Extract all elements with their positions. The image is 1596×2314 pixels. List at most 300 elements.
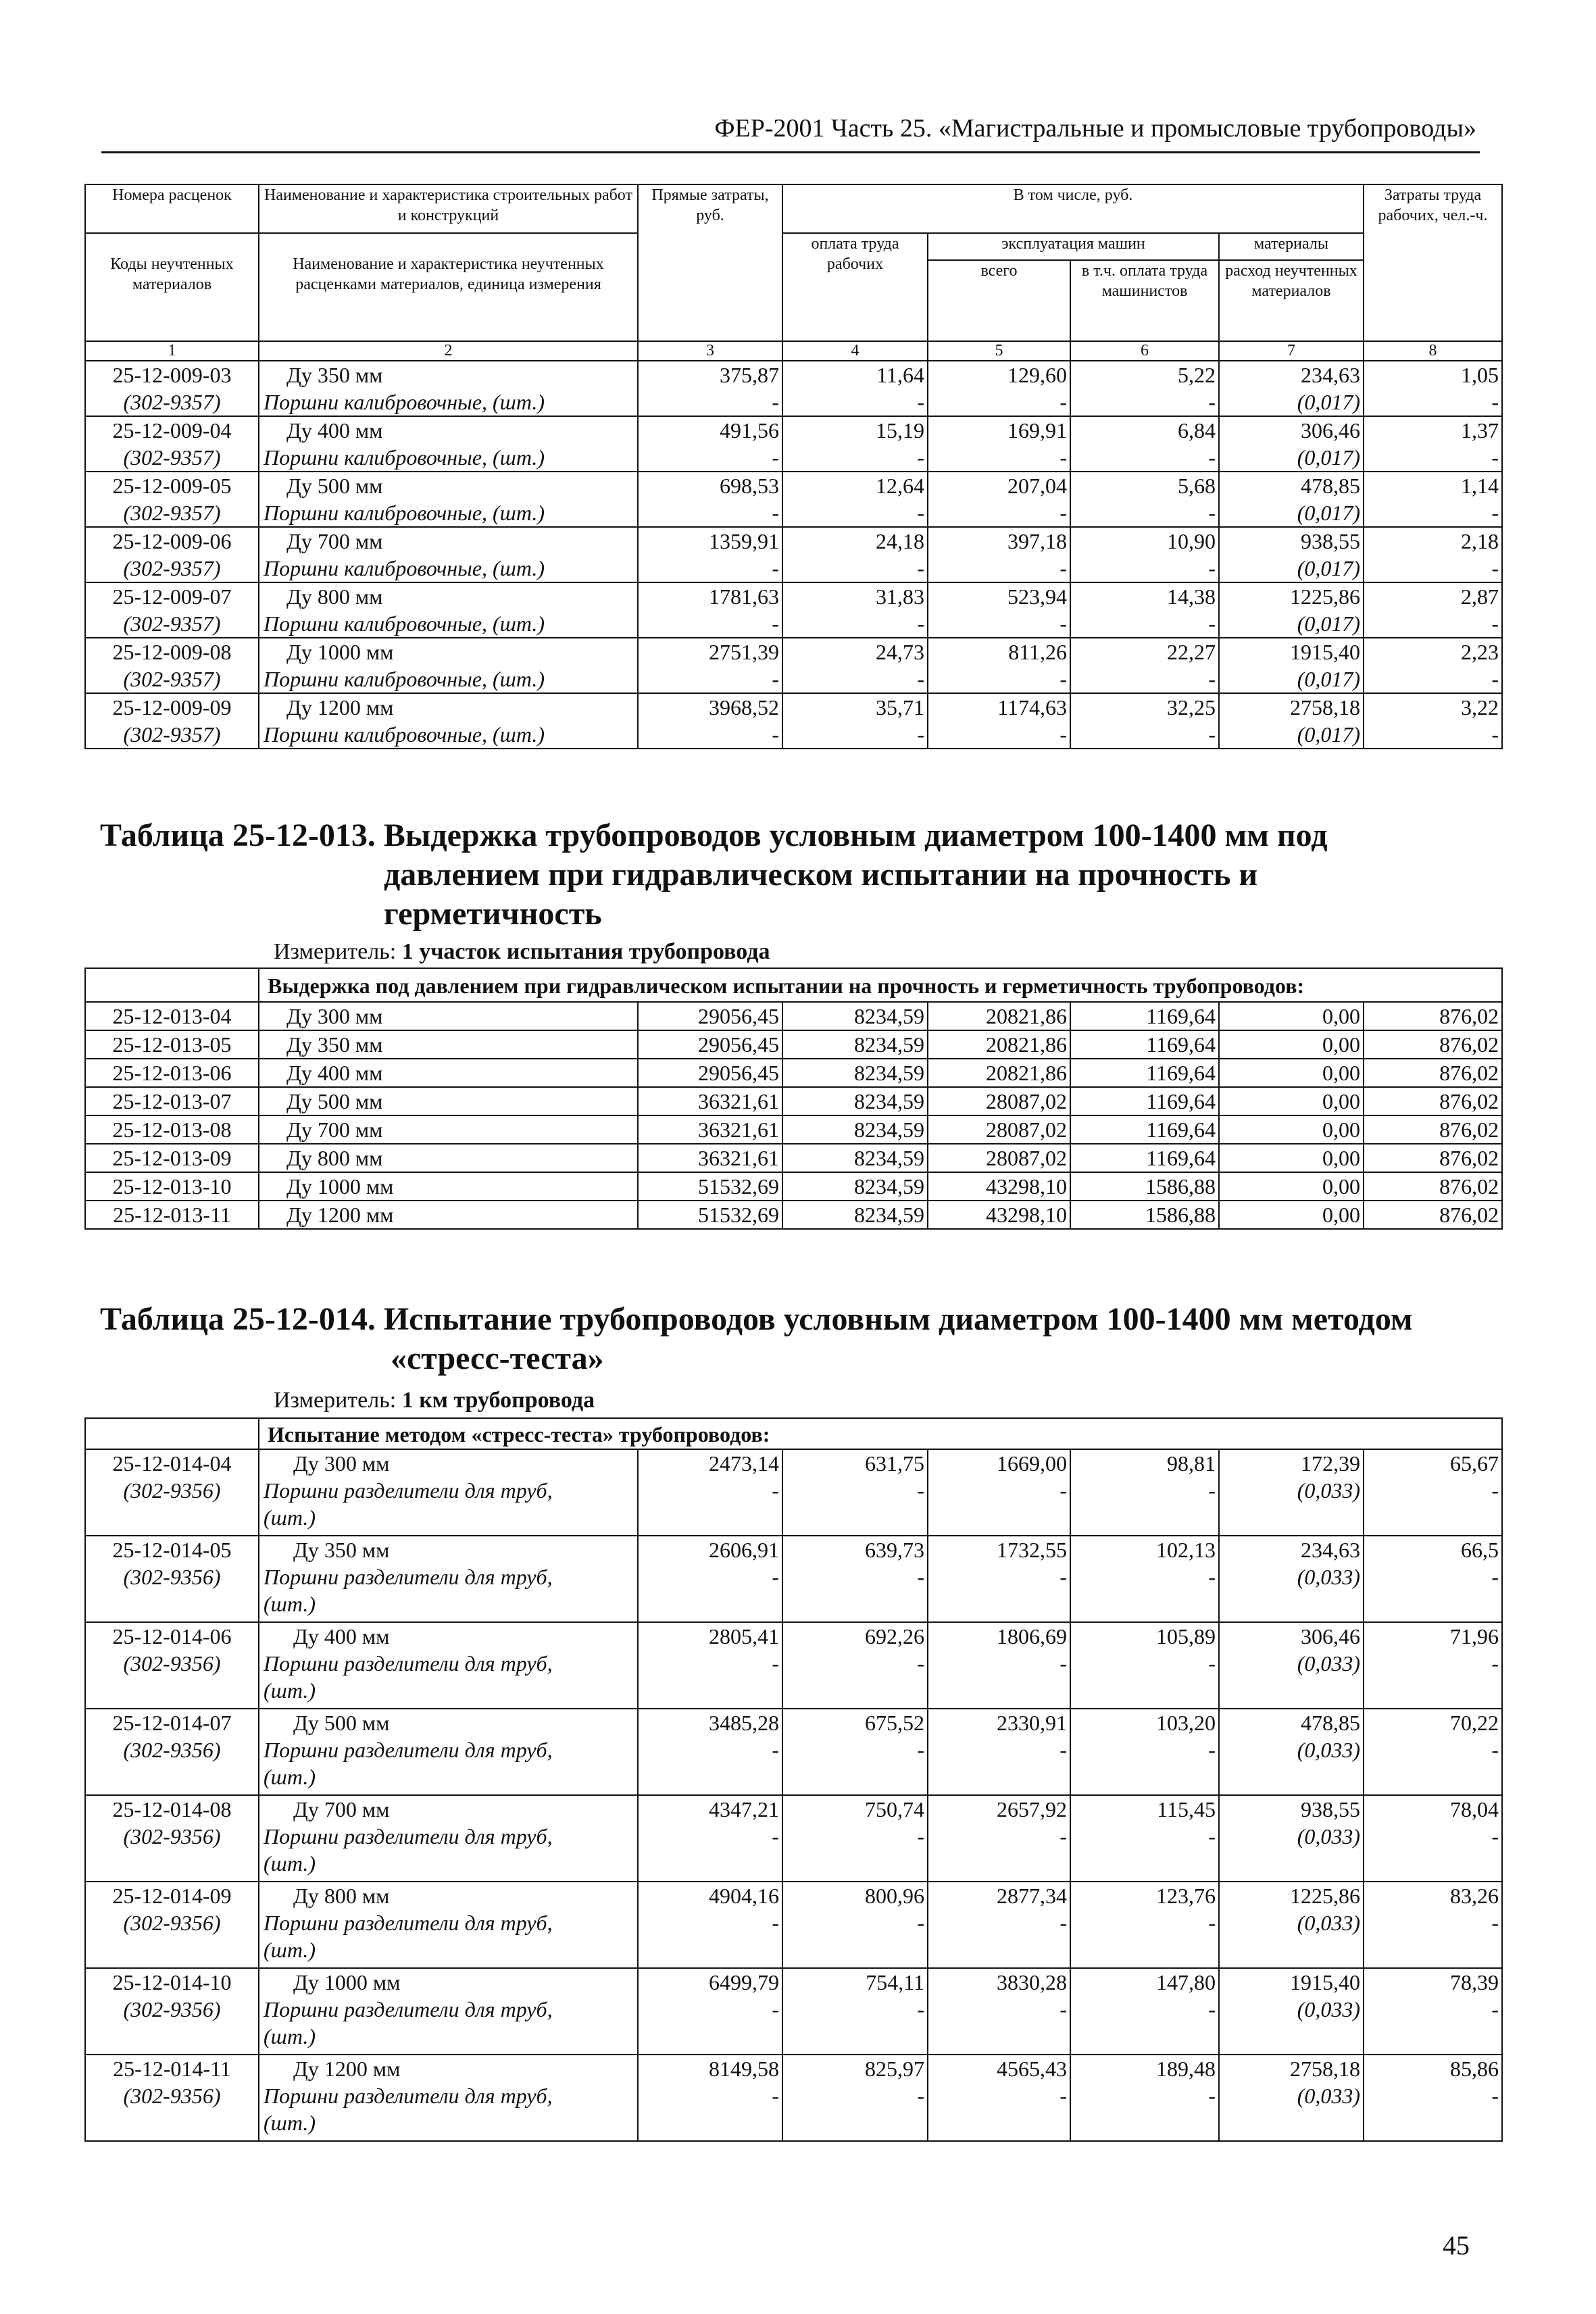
machines-cost-cell: 397,18	[928, 527, 1070, 555]
table-row	[85, 1002, 1502, 1030]
material-row	[85, 1823, 1502, 1882]
material-name-cell: Поршни разделители для труб, (шт.)	[259, 1996, 638, 2055]
worker-wages-cell: 8234,59	[782, 1059, 928, 1087]
material-row	[85, 1477, 1502, 1536]
material-qty-cell: (0,033)	[1219, 1909, 1364, 1968]
dash-cell: -	[1070, 444, 1219, 472]
dash-cell: -	[928, 555, 1070, 582]
operator-wages-cell: 22,27	[1070, 638, 1219, 665]
dash-cell: -	[782, 665, 928, 693]
material-qty-cell: (0,033)	[1219, 1563, 1364, 1622]
dash-cell: -	[928, 388, 1070, 416]
table-row	[85, 416, 1502, 444]
operator-wages-cell: 6,84	[1070, 416, 1219, 444]
operator-wages-cell: 1169,64	[1070, 1144, 1219, 1172]
dash-cell: -	[1070, 1477, 1219, 1536]
column-number: 4	[782, 341, 928, 361]
dash-cell: -	[638, 1996, 782, 2055]
dash-cell: -	[638, 665, 782, 693]
material-code-cell: (302-9356)	[85, 1909, 259, 1968]
column-number: 7	[1219, 341, 1364, 361]
subheader-spacer	[85, 1418, 259, 1449]
header-worker-wages: оплата труда рабочих	[782, 233, 928, 341]
material-row	[85, 610, 1502, 638]
dash-cell: -	[1070, 665, 1219, 693]
worker-wages-cell: 825,97	[782, 2055, 928, 2082]
material-code-cell: (302-9357)	[85, 721, 259, 749]
header-material-codes-label: Коды неучтенных материалов	[110, 255, 234, 293]
material-qty-cell: (0,017)	[1219, 499, 1364, 527]
machines-cost-cell: 169,91	[928, 416, 1070, 444]
direct-costs-cell: 1359,91	[638, 527, 782, 555]
operator-wages-cell: 115,45	[1070, 1795, 1219, 1823]
rate-code-cell: 25-12-014-06	[85, 1622, 259, 1650]
work-name-cell: Ду 400 мм	[259, 1059, 638, 1087]
material-row	[85, 388, 1502, 416]
work-name-cell: Ду 400 мм	[259, 1622, 638, 1650]
rate-code-cell: 25-12-013-09	[85, 1144, 259, 1172]
material-code-cell: (302-9356)	[85, 1736, 259, 1795]
rate-code-cell: 25-12-009-08	[85, 638, 259, 665]
dash-cell: -	[638, 444, 782, 472]
header-rule	[101, 151, 1480, 153]
labor-cost-cell: 78,39	[1364, 1968, 1502, 1996]
labor-cost-cell: 83,26	[1364, 1882, 1502, 1909]
material-name-cell: Поршни калибровочные, (шт.)	[259, 665, 638, 693]
direct-costs-cell: 51532,69	[638, 1172, 782, 1201]
rate-code-cell: 25-12-009-04	[85, 416, 259, 444]
work-name-cell: Ду 300 мм	[259, 1002, 638, 1030]
worker-wages-cell: 35,71	[782, 693, 928, 721]
dash-cell: -	[782, 1650, 928, 1709]
materials-cost-cell: 1225,86	[1219, 1882, 1364, 1909]
material-qty-cell: (0,017)	[1219, 444, 1364, 472]
operator-wages-cell: 98,81	[1070, 1449, 1219, 1477]
materials-cost-cell: 0,00	[1219, 1059, 1364, 1087]
labor-cost-cell: 1,14	[1364, 472, 1502, 499]
operator-wages-cell: 103,20	[1070, 1709, 1219, 1736]
material-row	[85, 1563, 1502, 1622]
dash-cell: -	[1364, 555, 1502, 582]
dash-cell: -	[638, 721, 782, 749]
work-name-cell: Ду 1200 мм	[259, 693, 638, 721]
table-row	[85, 1144, 1502, 1172]
dash-cell: -	[782, 499, 928, 527]
labor-cost-cell: 2,18	[1364, 527, 1502, 555]
material-code-cell: (302-9356)	[85, 1650, 259, 1709]
dash-cell: -	[1070, 1650, 1219, 1709]
material-name-cell: Поршни разделители для труб, (шт.)	[259, 1909, 638, 1968]
dash-cell: -	[638, 388, 782, 416]
material-code-cell: (302-9356)	[85, 1996, 259, 2055]
dash-cell: -	[638, 610, 782, 638]
dash-cell: -	[1070, 1563, 1219, 1622]
dash-cell: -	[638, 555, 782, 582]
dash-cell: -	[1364, 610, 1502, 638]
machines-cost-cell: 523,94	[928, 582, 1070, 610]
material-row	[85, 1996, 1502, 2055]
header-materials: материалы	[1219, 233, 1364, 260]
table-row	[85, 2055, 1502, 2082]
rate-code-cell: 25-12-014-07	[85, 1709, 259, 1736]
material-name-cell: Поршни разделители для труб, (шт.)	[259, 1563, 638, 1622]
worker-wages-cell: 639,73	[782, 1536, 928, 1563]
machines-cost-cell: 2657,92	[928, 1795, 1070, 1823]
labor-cost-cell: 876,02	[1364, 1030, 1502, 1059]
dash-cell: -	[782, 388, 928, 416]
header-including: В том числе, руб.	[782, 184, 1364, 233]
column-number: 3	[638, 341, 782, 361]
machines-cost-cell: 129,60	[928, 361, 1070, 388]
column-number: 8	[1364, 341, 1502, 361]
material-code-cell: (302-9357)	[85, 665, 259, 693]
direct-costs-cell: 2606,91	[638, 1536, 782, 1563]
material-code-cell: (302-9357)	[85, 610, 259, 638]
labor-cost-cell: 65,67	[1364, 1449, 1502, 1477]
table-row	[85, 1795, 1502, 1823]
rate-code-cell: 25-12-013-04	[85, 1002, 259, 1030]
machines-cost-cell: 207,04	[928, 472, 1070, 499]
material-code-cell: (302-9356)	[85, 1823, 259, 1882]
table-row	[85, 472, 1502, 499]
header-material-names	[259, 233, 638, 341]
rate-code-cell: 25-12-013-06	[85, 1059, 259, 1087]
operator-wages-cell: 5,22	[1070, 361, 1219, 388]
dash-cell: -	[1364, 1736, 1502, 1795]
dash-cell: -	[928, 610, 1070, 638]
rate-code-cell: 25-12-014-10	[85, 1968, 259, 1996]
materials-cost-cell: 0,00	[1219, 1144, 1364, 1172]
dash-cell: -	[782, 721, 928, 749]
dash-cell: -	[928, 721, 1070, 749]
dash-cell: -	[638, 499, 782, 527]
machines-cost-cell: 811,26	[928, 638, 1070, 665]
table-row	[85, 527, 1502, 555]
operator-wages-cell: 1169,64	[1070, 1087, 1219, 1115]
materials-cost-cell: 234,63	[1219, 361, 1364, 388]
machines-cost-cell: 20821,86	[928, 1002, 1070, 1030]
dash-cell: -	[638, 1563, 782, 1622]
direct-costs-cell: 29056,45	[638, 1002, 782, 1030]
labor-cost-cell: 1,37	[1364, 416, 1502, 444]
material-name-cell: Поршни калибровочные, (шт.)	[259, 721, 638, 749]
header-machines-total: всего	[928, 260, 1070, 341]
dash-cell: -	[1364, 1563, 1502, 1622]
materials-cost-cell: 938,55	[1219, 1795, 1364, 1823]
machines-cost-cell: 28087,02	[928, 1115, 1070, 1144]
materials-cost-cell: 172,39	[1219, 1449, 1364, 1477]
dash-cell: -	[928, 2082, 1070, 2141]
work-name-cell: Ду 350 мм	[259, 1030, 638, 1059]
machines-cost-cell: 28087,02	[928, 1087, 1070, 1115]
direct-costs-cell: 2473,14	[638, 1449, 782, 1477]
work-name-cell: Ду 700 мм	[259, 1115, 638, 1144]
material-row	[85, 665, 1502, 693]
materials-cost-cell: 0,00	[1219, 1030, 1364, 1059]
machines-cost-cell: 43298,10	[928, 1201, 1070, 1229]
operator-wages-cell: 123,76	[1070, 1882, 1219, 1909]
material-code-cell: (302-9356)	[85, 2082, 259, 2141]
labor-cost-cell: 1,05	[1364, 361, 1502, 388]
header-work-name: Наименование и характеристика строительных работ и конструкций	[259, 184, 638, 233]
measure-value: 1 км трубопровода	[401, 1388, 595, 1413]
work-name-cell: Ду 1000 мм	[259, 638, 638, 665]
direct-costs-cell: 4904,16	[638, 1882, 782, 1909]
work-name-cell: Ду 300 мм	[259, 1449, 638, 1477]
direct-costs-cell: 29056,45	[638, 1030, 782, 1059]
table-row	[85, 1449, 1502, 1477]
material-qty-cell: (0,033)	[1219, 1650, 1364, 1709]
operator-wages-cell: 105,89	[1070, 1622, 1219, 1650]
direct-costs-cell: 4347,21	[638, 1795, 782, 1823]
direct-costs-cell: 2751,39	[638, 638, 782, 665]
dash-cell: -	[638, 1477, 782, 1536]
material-name-cell: Поршни разделители для труб, (шт.)	[259, 1823, 638, 1882]
dash-cell: -	[928, 665, 1070, 693]
direct-costs-cell: 3968,52	[638, 693, 782, 721]
table-row	[85, 1030, 1502, 1059]
labor-cost-cell: 70,22	[1364, 1709, 1502, 1736]
work-name-cell: Ду 700 мм	[259, 1795, 638, 1823]
worker-wages-cell: 675,52	[782, 1709, 928, 1736]
rate-code-cell: 25-12-009-05	[85, 472, 259, 499]
rate-code-cell: 25-12-013-05	[85, 1030, 259, 1059]
labor-cost-cell: 2,87	[1364, 582, 1502, 610]
work-name-cell: Ду 800 мм	[259, 582, 638, 610]
dash-cell: -	[928, 1563, 1070, 1622]
material-name-cell: Поршни калибровочные, (шт.)	[259, 444, 638, 472]
table-row	[85, 1536, 1502, 1563]
dash-cell: -	[782, 2082, 928, 2141]
dash-cell: -	[638, 1736, 782, 1795]
direct-costs-cell: 491,56	[638, 416, 782, 444]
dash-cell: -	[928, 444, 1070, 472]
table-row	[85, 361, 1502, 388]
worker-wages-cell: 11,64	[782, 361, 928, 388]
worker-wages-cell: 31,83	[782, 582, 928, 610]
direct-costs-cell: 8149,58	[638, 2055, 782, 2082]
material-qty-cell: (0,033)	[1219, 2082, 1364, 2141]
dash-cell: -	[782, 1823, 928, 1882]
worker-wages-cell: 15,19	[782, 416, 928, 444]
material-code-cell: (302-9357)	[85, 555, 259, 582]
dash-cell: -	[928, 1477, 1070, 1536]
dash-cell: -	[1364, 2082, 1502, 2141]
material-name-cell: Поршни разделители для труб, (шт.)	[259, 1736, 638, 1795]
dash-cell: -	[1070, 1909, 1219, 1968]
work-name-cell: Ду 400 мм	[259, 416, 638, 444]
table-row	[85, 1115, 1502, 1144]
direct-costs-cell: 36321,61	[638, 1144, 782, 1172]
dash-cell: -	[782, 1563, 928, 1622]
table-013-measure	[274, 939, 770, 965]
material-row	[85, 444, 1502, 472]
dash-cell: -	[928, 499, 1070, 527]
labor-cost-cell: 66,5	[1364, 1536, 1502, 1563]
labor-cost-cell: 85,86	[1364, 2055, 1502, 2082]
dash-cell: -	[1070, 1736, 1219, 1795]
subheader-spacer	[85, 968, 259, 1002]
dash-cell: -	[928, 1650, 1070, 1709]
direct-costs-cell: 51532,69	[638, 1201, 782, 1229]
header-machine-operation: эксплуатация машин	[928, 233, 1219, 260]
operator-wages-cell: 189,48	[1070, 2055, 1219, 2082]
work-name-cell: Ду 350 мм	[259, 1536, 638, 1563]
machines-cost-cell: 1669,00	[928, 1449, 1070, 1477]
material-code-cell: (302-9357)	[85, 444, 259, 472]
table-013-title	[100, 816, 1418, 934]
materials-cost-cell: 1225,86	[1219, 582, 1364, 610]
worker-wages-cell: 754,11	[782, 1968, 928, 1996]
dash-cell: -	[1364, 1996, 1502, 2055]
material-row	[85, 721, 1502, 749]
materials-cost-cell: 938,55	[1219, 527, 1364, 555]
material-code-cell: (302-9357)	[85, 388, 259, 416]
work-name-cell: Ду 700 мм	[259, 527, 638, 555]
material-code-cell: (302-9357)	[85, 499, 259, 527]
material-code-cell: (302-9356)	[85, 1563, 259, 1622]
header-unaccounted-materials: расход неучтенных материалов	[1219, 260, 1364, 341]
labor-cost-cell: 71,96	[1364, 1622, 1502, 1650]
material-qty-cell: (0,017)	[1219, 555, 1364, 582]
material-name-cell: Поршни разделители для труб, (шт.)	[259, 2082, 638, 2141]
column-number: 2	[259, 341, 638, 361]
header-direct-costs: Прямые затраты, руб.	[638, 184, 782, 341]
dash-cell: -	[1364, 721, 1502, 749]
machines-cost-cell: 3830,28	[928, 1968, 1070, 1996]
direct-costs-cell: 2805,41	[638, 1622, 782, 1650]
direct-costs-cell: 6499,79	[638, 1968, 782, 1996]
dash-cell: -	[638, 1650, 782, 1709]
material-code-cell: (302-9356)	[85, 1477, 259, 1536]
column-number: 1	[85, 341, 259, 361]
labor-cost-cell: 876,02	[1364, 1201, 1502, 1229]
direct-costs-cell: 36321,61	[638, 1115, 782, 1144]
dash-cell: -	[782, 1996, 928, 2055]
work-name-cell: Ду 1200 мм	[259, 1201, 638, 1229]
dash-cell: -	[1364, 1909, 1502, 1968]
rate-code-cell: 25-12-014-09	[85, 1882, 259, 1909]
labor-cost-cell: 3,22	[1364, 693, 1502, 721]
table-row	[85, 1087, 1502, 1115]
rate-code-cell: 25-12-009-03	[85, 361, 259, 388]
labor-cost-cell: 876,02	[1364, 1144, 1502, 1172]
material-row	[85, 1909, 1502, 1968]
operator-wages-cell: 32,25	[1070, 693, 1219, 721]
material-name-cell: Поршни калибровочные, (шт.)	[259, 555, 638, 582]
material-row	[85, 2082, 1502, 2141]
header-labor-costs: Затраты труда рабочих, чел.-ч.	[1364, 184, 1502, 341]
rate-code-cell: 25-12-014-11	[85, 2055, 259, 2082]
operator-wages-cell: 1586,88	[1070, 1201, 1219, 1229]
machines-cost-cell: 28087,02	[928, 1144, 1070, 1172]
dash-cell: -	[1364, 665, 1502, 693]
table-014-subheader: Испытание методом «стресс-теста» трубопроводов:	[259, 1418, 1502, 1449]
materials-cost-cell: 1915,40	[1219, 638, 1364, 665]
labor-cost-cell: 876,02	[1364, 1059, 1502, 1087]
dash-cell: -	[1070, 388, 1219, 416]
materials-cost-cell: 234,63	[1219, 1536, 1364, 1563]
material-qty-cell: (0,017)	[1219, 388, 1364, 416]
measure-label: Измеритель:	[274, 1388, 397, 1413]
page-header: ФЕР-2001 Часть 25. «Магистральные и промысловые трубопроводы»	[714, 114, 1476, 143]
work-name-cell: Ду 1000 мм	[259, 1968, 638, 1996]
dash-cell: -	[782, 1477, 928, 1536]
operator-wages-cell: 5,68	[1070, 472, 1219, 499]
dash-cell: -	[782, 610, 928, 638]
rate-code-cell: 25-12-013-07	[85, 1087, 259, 1115]
dash-cell: -	[782, 555, 928, 582]
header-operator-wages: в т.ч. оплата труда машинистов	[1070, 260, 1219, 341]
dash-cell: -	[1364, 1823, 1502, 1882]
materials-cost-cell: 0,00	[1219, 1002, 1364, 1030]
materials-cost-cell: 0,00	[1219, 1172, 1364, 1201]
operator-wages-cell: 147,80	[1070, 1968, 1219, 1996]
material-name-cell: Поршни калибровочные, (шт.)	[259, 499, 638, 527]
table-row	[85, 1059, 1502, 1087]
work-name-cell: Ду 1000 мм	[259, 1172, 638, 1201]
material-name-cell: Поршни разделители для труб, (шт.)	[259, 1650, 638, 1709]
header-material-codes	[85, 233, 259, 341]
table-row	[85, 638, 1502, 665]
column-number: 6	[1070, 341, 1219, 361]
work-name-cell: Ду 800 мм	[259, 1144, 638, 1172]
machines-cost-cell: 1806,69	[928, 1622, 1070, 1650]
column-number: 5	[928, 341, 1070, 361]
operator-wages-cell: 1169,64	[1070, 1059, 1219, 1087]
operator-wages-cell: 1169,64	[1070, 1115, 1219, 1144]
work-name-cell: Ду 500 мм	[259, 1087, 638, 1115]
dash-cell: -	[782, 1909, 928, 1968]
table-row	[85, 1201, 1502, 1229]
materials-cost-cell: 478,85	[1219, 472, 1364, 499]
work-name-cell: Ду 350 мм	[259, 361, 638, 388]
work-name-cell: Ду 1200 мм	[259, 2055, 638, 2082]
dash-cell: -	[1364, 444, 1502, 472]
machines-cost-cell: 4565,43	[928, 2055, 1070, 2082]
materials-cost-cell: 478,85	[1219, 1709, 1364, 1736]
material-row	[85, 1736, 1502, 1795]
materials-cost-cell: 0,00	[1219, 1087, 1364, 1115]
material-qty-cell: (0,033)	[1219, 1736, 1364, 1795]
table-013-subheader: Выдержка под давлением при гидравлическом испытании на прочность и герметичность трубопроводов:	[259, 968, 1502, 1002]
header-rate-numbers: Номера расценок	[85, 184, 259, 233]
direct-costs-cell: 375,87	[638, 361, 782, 388]
table-row	[85, 1622, 1502, 1650]
material-qty-cell: (0,033)	[1219, 1477, 1364, 1536]
dash-cell: -	[1070, 555, 1219, 582]
material-qty-cell: (0,017)	[1219, 665, 1364, 693]
work-name-cell: Ду 500 мм	[259, 472, 638, 499]
rate-code-cell: 25-12-013-10	[85, 1172, 259, 1201]
table-row	[85, 1882, 1502, 1909]
machines-cost-cell: 20821,86	[928, 1030, 1070, 1059]
material-qty-cell: (0,033)	[1219, 1823, 1364, 1882]
machines-cost-cell: 2877,34	[928, 1882, 1070, 1909]
operator-wages-cell: 14,38	[1070, 582, 1219, 610]
worker-wages-cell: 8234,59	[782, 1144, 928, 1172]
table-014-title	[100, 1300, 1478, 1378]
rate-code-cell: 25-12-009-09	[85, 693, 259, 721]
worker-wages-cell: 750,74	[782, 1795, 928, 1823]
rate-code-cell: 25-12-014-05	[85, 1536, 259, 1563]
operator-wages-cell: 10,90	[1070, 527, 1219, 555]
material-name-cell: Поршни калибровочные, (шт.)	[259, 610, 638, 638]
direct-costs-cell: 1781,63	[638, 582, 782, 610]
direct-costs-cell: 698,53	[638, 472, 782, 499]
machines-cost-cell: 1732,55	[928, 1536, 1070, 1563]
worker-wages-cell: 8234,59	[782, 1172, 928, 1201]
